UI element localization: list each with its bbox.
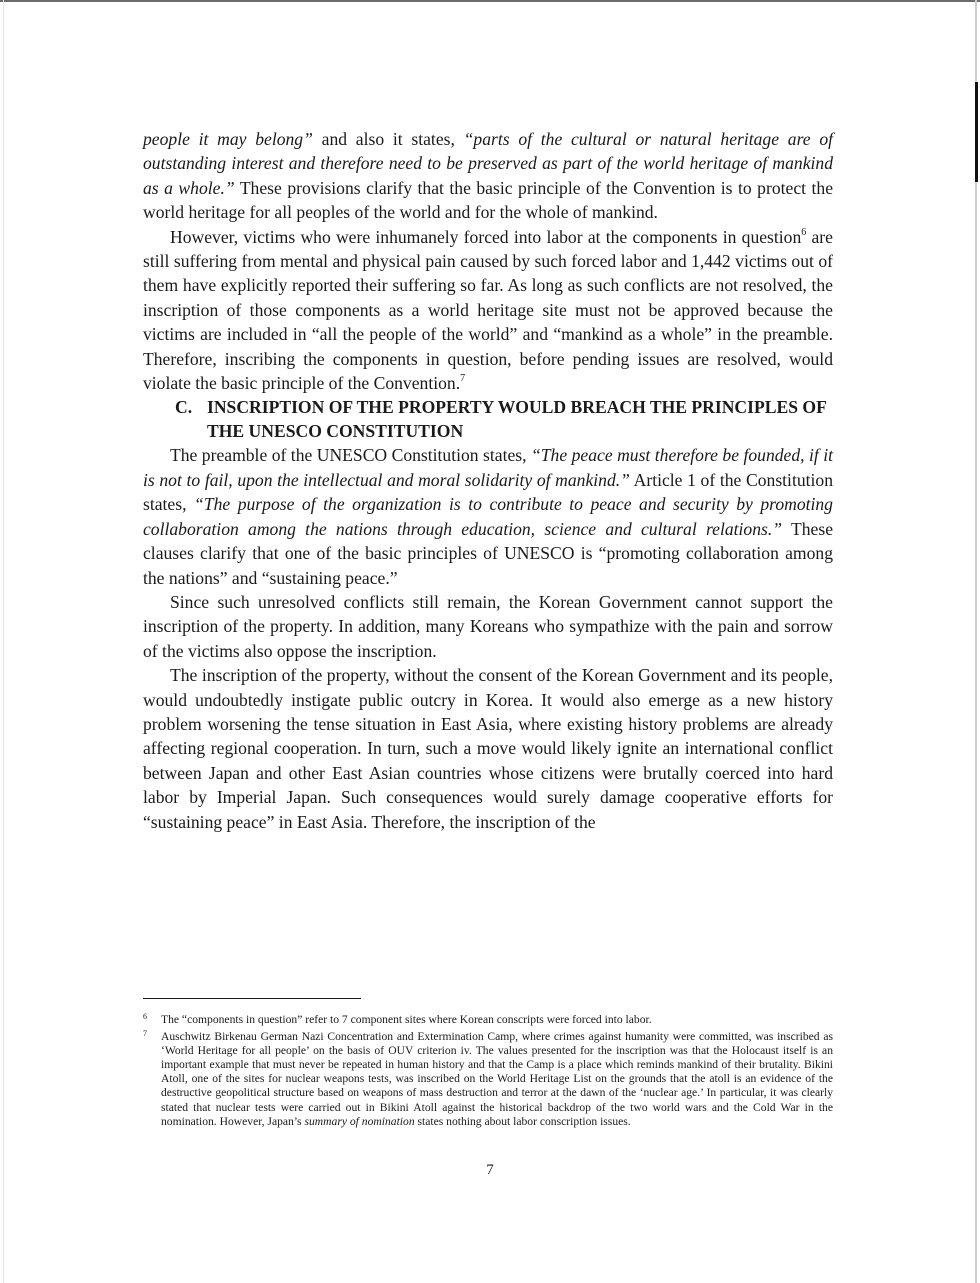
footnote-text: The “components in question” refer to 7 component sites where Korean conscripts were forced into labor. (161, 1013, 652, 1026)
footnote-text: states nothing about labor conscription issues. (414, 1114, 631, 1128)
footnote-ref-7[interactable]: 7 (460, 373, 466, 385)
footnote-separator (143, 998, 361, 999)
footnote-ref-6[interactable]: 6 (801, 226, 807, 238)
scan-binding-mark (975, 82, 978, 182)
footnote-number: 6 (143, 1012, 147, 1021)
text-run: These provisions clarify that the basic principle of the Convention is to protect the world heritage for all peoples of the world and for the whole of mankind. (143, 177, 833, 223)
footnotes (143, 998, 833, 1129)
text-run: are still suffering from mental and physical pain caused by such forced labor and 1,442 victims out of them have explicitly reported their suffering so far. As long as such conflicts are not resolved, the inscription of those components as a world heritage site must not be approved because the victims are included in “all the people of the world” and “mankind as a whole” in the preamble. Therefore, inscribing the components in question, before pending issues are resolved, would violate the basic principle of the Convention. (143, 226, 833, 394)
quote-preamble: “The peace must therefore be founded, if it is not to fail, upon the intellectual and moral solidarity of mankind.” (143, 445, 833, 490)
paragraph-unresolved-conflicts: Since such unresolved conflicts still remain, the Korean Government cannot support the inscription of the property. In addition, many Koreans who sympathize with the pain and sorrow of the victims also oppose the inscription. (143, 591, 833, 661)
scan-right-edge (975, 0, 977, 1283)
scan-top-edge (0, 0, 980, 2)
text-run: However, victims who were inhumanely forced into labor at the components in question (170, 226, 802, 247)
quote-fragment: people it may belong” (143, 129, 313, 149)
text-run: Article 1 of the Constitution states, (143, 469, 833, 515)
text-run: The preamble of the UNESCO Constitution states, (170, 445, 531, 466)
paragraph-convention-principle (143, 127, 833, 225)
footnote-italic: summary of nomination (304, 1114, 415, 1128)
section-title: INSCRIPTION OF THE PROPERTY WOULD BREACH THE PRINCIPLES OF THE UNESCO CONSTITUTION (207, 397, 827, 442)
text-run: and also it states, (312, 129, 464, 149)
text-run: These clauses clarify that one of the basic principles of UNESCO is “promoting collaboration among the nations” and “sustaining peace.” (143, 518, 834, 588)
quote-world-heritage: “parts of the cultural or natural heritage are of outstanding interest and therefore need to be preserved as part of the world heritage of mankind as a whole.” (143, 129, 833, 198)
section-heading-c (143, 395, 833, 443)
paragraph-unesco-constitution (143, 443, 833, 589)
scan-left-edge (3, 0, 4, 1283)
paragraph-victims (143, 225, 833, 396)
page-body (143, 127, 833, 834)
footnote-6 (143, 1013, 833, 1027)
footnote-7 (143, 1030, 833, 1129)
quote-article-1: “The purpose of the organization is to contribute to peace and security by promoting collaboration among the nations through education, science and cultural relations.” (143, 494, 833, 539)
section-letter: C. (175, 397, 193, 418)
page-number: 7 (486, 1162, 494, 1178)
footnote-text: Auschwitz Birkenau German Nazi Concentration and Extermination Camp, where crimes against humanity were committed, was inscribed as ‘World Heritage for all people’ on the basis of OUV criterion iv. The values presented for the inscription was that the Holocaust itself is an important example that must never be repeated in human history and that the Camp is a place which reminds mankind of their brutality. Bikini Atoll, one of the sites for nuclear weapons tests, was inscribed on the World Heritage List on the grounds that the atoll is an evidence of the destructive geopolitical structure based on weapons of mass destruction and terror at the dawn of the ‘nuclear age.’ In particular, it was clearly stated that nuclear tests were carried out in Bikini Atoll against the historical backdrop of the two world wars and the Cold War in the nomination. However, Japan’s (161, 1030, 833, 1128)
paragraph-public-outcry: The inscription of the property, without the consent of the Korean Government and its people, would undoubtedly instigate public outcry in Korea. It would also emerge as a new history problem worsening the tense situation in East Asia, where existing history problems are already affecting regional cooperation. In turn, such a move would likely ignite an international conflict between Japan and other East Asian countries whose citizens were brutally coerced into hard labor by Imperial Japan. Such consequences would surely damage cooperative efforts for “sustaining peace” in East Asia. Therefore, the inscription of the (143, 665, 833, 832)
footnote-number: 7 (143, 1029, 147, 1039)
